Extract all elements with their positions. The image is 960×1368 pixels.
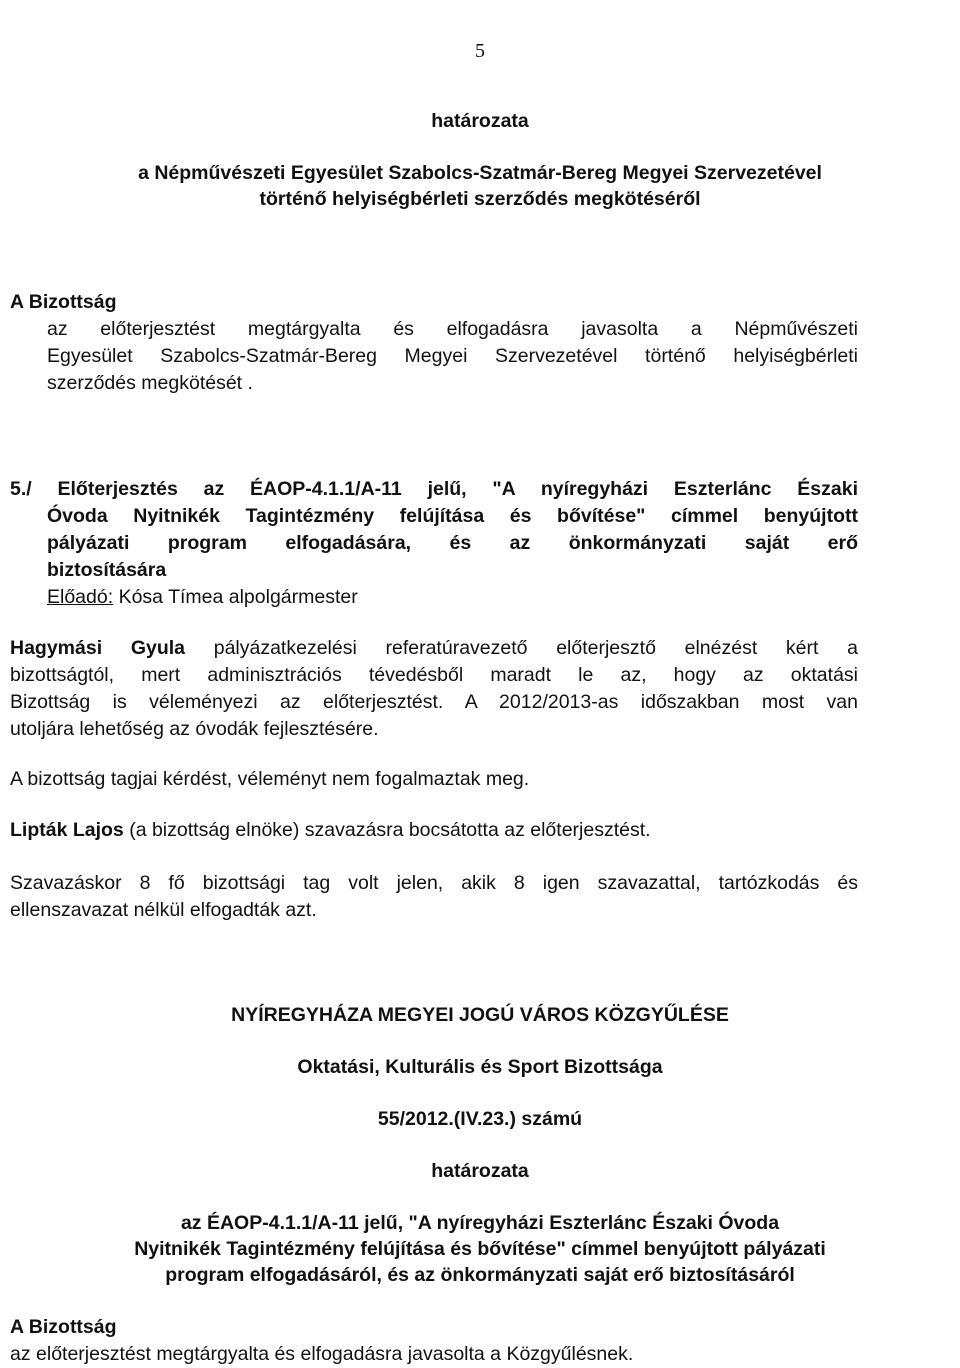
discussion-paragraph-2: A bizottság tagjai kérdést, véleményt nem fogalmaztak meg. <box>10 768 530 790</box>
decision1-line1: az előterjesztést megtárgyalta és elfogadásra javasolta a Népművészeti <box>47 318 858 340</box>
decision1-line3: szerződés megkötését . <box>47 372 253 394</box>
presenter-name: Kósa Tímea alpolgármester <box>118 586 358 608</box>
resolution-number: 55/2012.(IV.23.) számú <box>377 1108 583 1130</box>
discussion-p4-line1: Szavazáskor 8 fő bizottsági tag volt jelen, akik 8 igen szavazattal, tartózkodás és <box>10 872 858 894</box>
resolution-committee: Oktatási, Kulturális és Sport Bizottsága <box>297 1056 663 1078</box>
presenter-label: Előadó: <box>47 586 114 608</box>
speaker-name: Hagymási Gyula <box>10 637 186 659</box>
item5-title-line4: biztosítására <box>47 559 167 581</box>
item5-title-line2: Óvoda Nyitnikék Tagintézmény felújítása és bővítése" címmel benyújtott <box>47 505 858 527</box>
decision2-block <box>10 1314 858 1368</box>
decision1-heading: A Bizottság <box>10 291 117 313</box>
header-subtitle-line2: történő helyiségbérleti szerződés megkötéséről <box>259 188 701 210</box>
page-number: 5 <box>475 40 485 62</box>
item5-title <box>10 476 858 584</box>
discussion-p1-line4: utoljára lehetőség az óvodák fejlesztésére. <box>10 718 379 740</box>
decision2-line1: az előterjesztést megtárgyalta és elfogadásra javasolta a Közgyűlésnek. <box>10 1343 634 1365</box>
header-subtitle-line1: a Népművészeti Egyesület Szabolcs-Szatmár-Bereg Megyei Szervezetével <box>138 162 822 184</box>
item5-title-line1: 5./ Előterjesztés az ÉAOP-4.1.1/A-11 jelű, "A nyíregyházi Eszterlánc Északi <box>10 478 858 500</box>
discussion-paragraph-4 <box>10 870 858 924</box>
decision1-line2: Egyesület Szabolcs-Szatmár-Bereg Megyei Szervezetével történő helyiségbérleti <box>47 345 858 367</box>
resolution-title: határozata <box>431 1160 529 1182</box>
discussion-p1-line2: bizottságtól, mert adminisztrációs tévedésből maradt le az, hogy az oktatási <box>10 664 858 686</box>
discussion-p1-line3: Bizottság is véleményezi az előterjesztést. A 2012/2013-as időszakban most van <box>10 691 858 713</box>
resolution-assembly: NYÍREGYHÁZA MEGYEI JOGÚ VÁROS KÖZGYŰLÉSE <box>231 1004 729 1026</box>
discussion-paragraph-1 <box>10 635 858 743</box>
resolution-subject-line2: Nyitnikék Tagintézmény felújítása és bővítése" címmel benyújtott pályázati <box>134 1238 826 1260</box>
chair-name: Lipták Lajos <box>10 819 124 841</box>
discussion-p3-rest: (a bizottság elnöke) szavazásra bocsátotta az előterjesztést. <box>129 819 651 841</box>
item5-title-line3: pályázati program elfogadására, és az önkormányzati saját erő <box>47 532 858 554</box>
discussion-paragraph-3 <box>10 817 858 844</box>
discussion-p4-line2: ellenszavazat nélkül elfogadták azt. <box>10 899 317 921</box>
decision2-heading: A Bizottság <box>10 1316 117 1338</box>
resolution-subject-line1: az ÉAOP-4.1.1/A-11 jelű, "A nyíregyházi Eszterlánc Északi Óvoda <box>180 1212 780 1234</box>
presenter <box>47 584 895 611</box>
decision1-block <box>10 289 858 397</box>
header-title: határozata <box>431 110 529 132</box>
resolution-subject-line3: program elfogadásáról, és az önkormányzati saját erő biztosításáról <box>165 1264 795 1286</box>
discussion-p1-line1: pályázatkezelési referatúravezető előterjesztő elnézést kért a <box>213 637 858 659</box>
